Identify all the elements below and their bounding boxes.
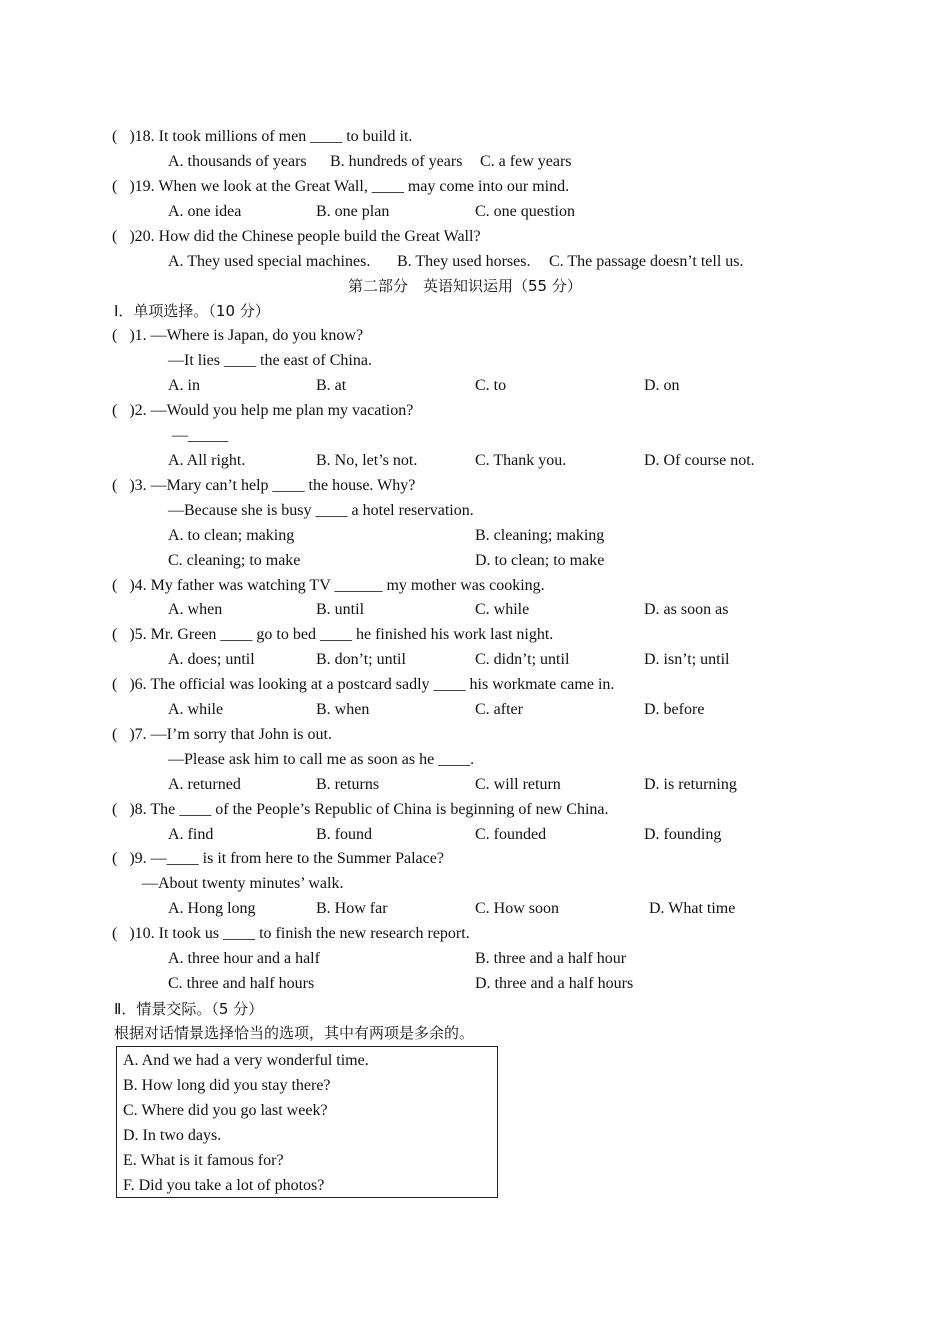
mc-q7-option-d: D. is returning xyxy=(644,776,737,793)
mc-q1-stem-2: —It lies ____ the east of China. xyxy=(168,352,372,369)
part-two-title: 第二部分 英语知识运用（55 分） xyxy=(348,277,582,295)
mc-q4-option-b: B. until xyxy=(316,601,365,618)
mc-q4-option-c: C. while xyxy=(475,601,530,618)
q20-stem: ( )20. How did the Chinese people build the Great Wall? xyxy=(112,228,481,245)
q19-option-c: C. one question xyxy=(475,203,575,220)
q18-option-c: C. a few years xyxy=(480,153,572,170)
q19-stem: ( )19. When we look at the Great Wall, ____ may come into our mind. xyxy=(112,178,570,195)
mc-q2-stem: ( )2. —Would you help me plan my vacation? xyxy=(112,402,414,419)
mc-q10-option-d: D. three and a half hours xyxy=(475,975,634,992)
box-option-b: B. How long did you stay there? xyxy=(123,1077,331,1094)
mc-q5-option-c: C. didn’t; until xyxy=(475,651,570,668)
mc-q7-option-c: C. will return xyxy=(475,776,561,793)
mc-q5-option-a: A. does; until xyxy=(168,651,255,668)
mc-q1-option-a: A. in xyxy=(168,377,200,394)
q18-stem: ( )18. It took millions of men ____ to build it. xyxy=(112,128,413,145)
mc-q9-option-d: D. What time xyxy=(649,900,736,917)
mc-q2-option-c: C. Thank you. xyxy=(475,452,567,469)
mc-q2-option-d: D. Of course not. xyxy=(644,452,755,469)
q20-option-c: C. The passage doesn’t tell us. xyxy=(549,253,744,270)
mc-q2-option-a: A. All right. xyxy=(168,452,246,469)
mc-q9-option-a: A. Hong long xyxy=(168,900,256,917)
mc-q8-stem: ( )8. The ____ of the People’s Republic of China is beginning of new China. xyxy=(112,801,609,818)
section-one-title: Ⅰ．单项选择。（10 分） xyxy=(114,302,270,320)
q18-option-b: B. hundreds of years xyxy=(330,153,463,170)
mc-q6-option-c: C. after xyxy=(475,701,523,718)
options-box xyxy=(116,1046,498,1198)
mc-q7-option-a: A. returned xyxy=(168,776,241,793)
mc-q1-option-b: B. at xyxy=(316,377,347,394)
section-two-instruction: 根据对话情景选择恰当的选项，其中有两项是多余的。 xyxy=(114,1024,475,1042)
mc-q8-option-b: B. found xyxy=(316,826,372,843)
q19-option-b: B. one plan xyxy=(316,203,390,220)
section-two-title: Ⅱ．情景交际。（5 分） xyxy=(114,1000,264,1018)
box-option-f: F. Did you take a lot of photos? xyxy=(123,1177,325,1194)
mc-q5-option-b: B. don’t; until xyxy=(316,651,406,668)
mc-q6-option-b: B. when xyxy=(316,701,370,718)
mc-q6-option-a: A. while xyxy=(168,701,224,718)
box-option-a: A. And we had a very wonderful time. xyxy=(123,1052,369,1069)
mc-q4-option-a: A. when xyxy=(168,601,223,618)
mc-q4-option-d: D. as soon as xyxy=(644,601,729,618)
mc-q9-stem-2: —About twenty minutes’ walk. xyxy=(142,875,344,892)
box-option-d: D. In two days. xyxy=(123,1127,222,1144)
mc-q7-option-b: B. returns xyxy=(316,776,380,793)
q18-option-a: A. thousands of years xyxy=(168,153,307,170)
mc-q7-stem-2: —Please ask him to call me as soon as he ____. xyxy=(168,751,475,768)
mc-q3-option-a: A. to clean; making xyxy=(168,527,295,544)
mc-q3-stem: ( )3. —Mary can’t help ____ the house. Why? xyxy=(112,477,416,494)
box-option-e: E. What is it famous for? xyxy=(123,1152,284,1169)
mc-q10-option-b: B. three and a half hour xyxy=(475,950,627,967)
mc-q7-stem: ( )7. —I’m sorry that John is out. xyxy=(112,726,332,743)
mc-q3-stem-2: —Because she is busy ____ a hotel reservation. xyxy=(168,502,474,519)
mc-q3-option-b: B. cleaning; making xyxy=(475,527,605,544)
mc-q6-stem: ( )6. The official was looking at a postcard sadly ____ his workmate came in. xyxy=(112,676,615,693)
mc-q10-stem: ( )10. It took us ____ to finish the new research report. xyxy=(112,925,470,942)
mc-q5-option-d: D. isn’t; until xyxy=(644,651,730,668)
q20-option-a: A. They used special machines. xyxy=(168,253,371,270)
mc-q8-option-c: C. founded xyxy=(475,826,547,843)
q20-option-b: B. They used horses. xyxy=(397,253,531,270)
mc-q4-stem: ( )4. My father was watching TV ______ my mother was cooking. xyxy=(112,577,545,594)
mc-q9-stem: ( )9. —____ is it from here to the Summer Palace? xyxy=(112,850,444,867)
mc-q9-option-b: B. How far xyxy=(316,900,388,917)
mc-q3-option-c: C. cleaning; to make xyxy=(168,552,301,569)
mc-q9-option-c: C. How soon xyxy=(475,900,560,917)
mc-q8-option-a: A. find xyxy=(168,826,214,843)
mc-q3-option-d: D. to clean; to make xyxy=(475,552,605,569)
mc-q8-option-d: D. founding xyxy=(644,826,722,843)
q19-option-a: A. one idea xyxy=(168,203,242,220)
mc-q2-option-b: B. No, let’s not. xyxy=(316,452,418,469)
mc-q10-option-a: A. three hour and a half xyxy=(168,950,320,967)
mc-q1-option-c: C. to xyxy=(475,377,507,394)
mc-q1-option-d: D. on xyxy=(644,377,680,394)
box-option-c: C. Where did you go last week? xyxy=(123,1102,328,1119)
mc-q10-option-c: C. three and half hours xyxy=(168,975,315,992)
mc-q6-option-d: D. before xyxy=(644,701,705,718)
mc-q5-stem: ( )5. Mr. Green ____ go to bed ____ he finished his work last night. xyxy=(112,626,554,643)
mc-q1-stem: ( )1. —Where is Japan, do you know? xyxy=(112,327,364,344)
mc-q2-stem-2: —_____ xyxy=(172,427,228,444)
